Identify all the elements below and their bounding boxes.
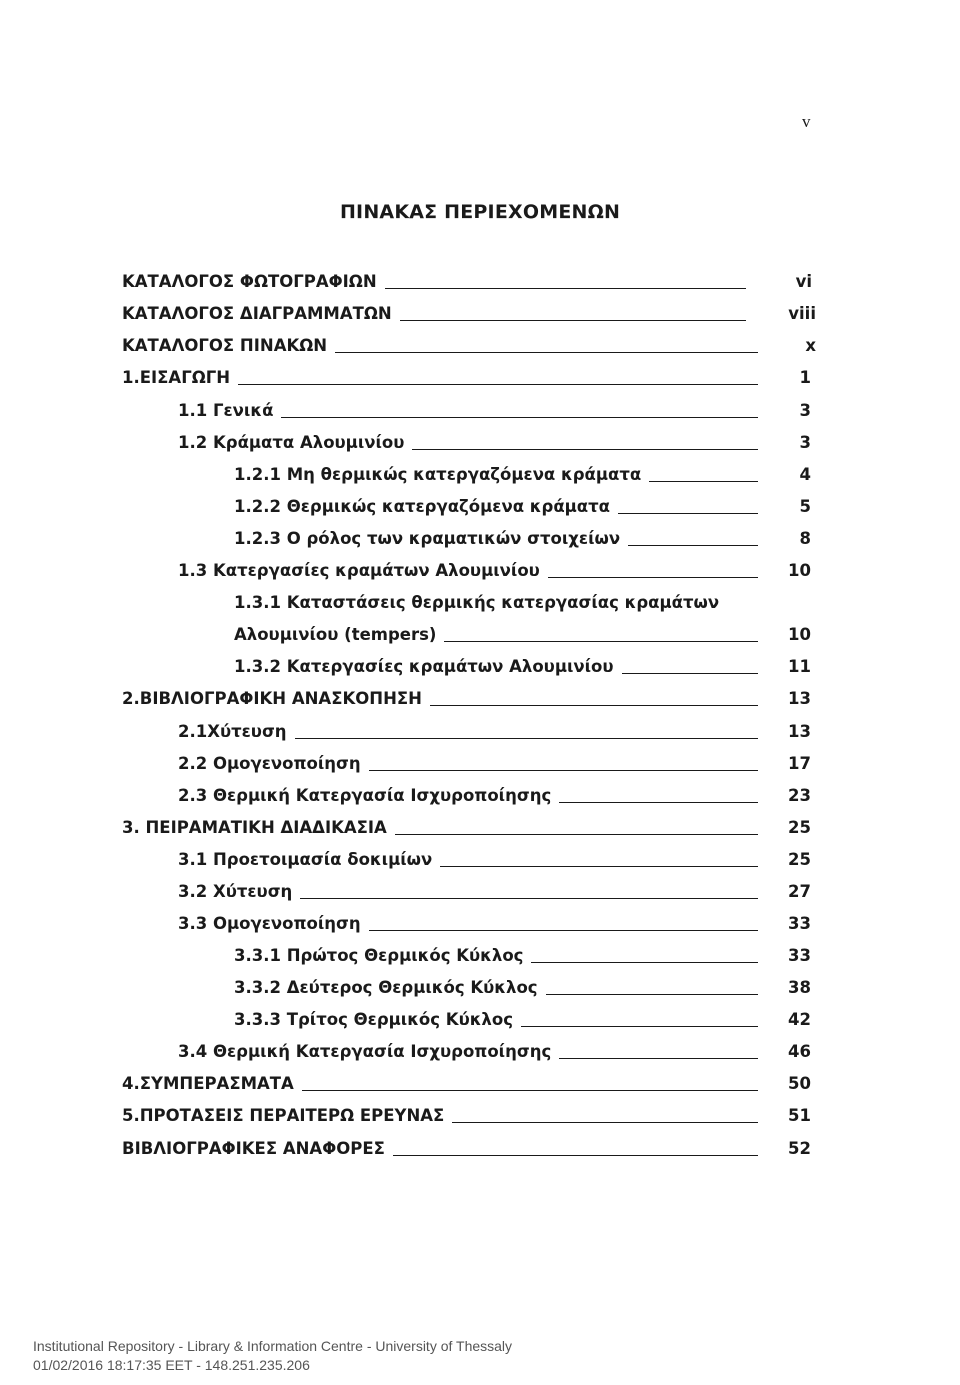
toc-entry[interactable] [178,397,768,421]
dot-leader [452,1122,758,1123]
toc-entry[interactable] [234,589,768,613]
dot-leader [395,834,758,835]
toc-entry[interactable] [178,429,768,453]
toc-entry[interactable] [178,557,768,581]
dot-leader [369,770,758,771]
toc-page-number: 3 [799,433,811,452]
toc-entry-label: 2.ΒΙΒΛΙΟΓΡΑΦΙΚΗ ΑΝΑΣΚΟΠΗΣΗ [122,689,422,708]
toc-page-number: 51 [788,1106,811,1125]
toc-entry[interactable] [122,1135,768,1159]
footer-repository-line: Institutional Repository - Library & Information Centre - University of Thessaly [33,1338,513,1354]
dot-leader [400,320,746,321]
toc-entry-label: 1.1 Γενικά [178,401,274,420]
toc-page-number: 11 [788,657,811,676]
toc-page-number: 13 [788,689,811,708]
toc-entry-label: 1.2.3 Ο ρόλος των κραματικών στοιχείων [234,529,621,548]
toc-entry[interactable] [178,846,768,870]
dot-leader [393,1155,758,1156]
toc-entry[interactable] [122,1070,768,1094]
dot-leader [300,898,758,899]
toc-entry[interactable] [234,525,768,549]
toc-entry-label: 1.3.2 Κατεργασίες κραμάτων Αλουμινίου [234,657,614,676]
toc-entry-label: 3.1 Προετοιμασία δοκιμίων [178,850,433,869]
dot-leader [238,384,758,385]
toc-entry-label: 3.3.1 Πρώτος Θερμικός Κύκλος [234,946,524,965]
toc-entry-label: 1.ΕΙΣΑΓΩΓΗ [122,368,231,387]
toc-page-number: 10 [788,561,811,580]
toc-entry[interactable] [178,878,768,902]
toc-entry-label: 3.3.2 Δεύτερος Θερμικός Κύκλος [234,978,538,997]
toc-page-number: x [805,336,816,355]
toc-page-number: viii [788,304,816,323]
toc-entry-label: 3.2 Χύτευση [178,882,293,901]
toc-page-number: 23 [788,786,811,805]
toc-page-number: 3 [799,401,811,420]
toc-entry[interactable] [178,782,768,806]
dot-leader [622,673,758,674]
toc-page-number: 5 [799,497,811,516]
toc-entry-label: 1.3 Κατεργασίες κραμάτων Αλουμινίου [178,561,540,580]
dot-leader [385,288,746,289]
toc-page-number: vi [795,272,812,291]
toc-entry-label: ΚΑΤΑΛΟΓΟΣ ΦΩΤΟΓΡΑΦΙΩΝ [122,272,377,291]
toc-entry[interactable] [122,685,768,709]
toc-entry[interactable] [234,461,768,485]
toc-entry-label: ΚΑΤΑΛΟΓΟΣ ΔΙΑΓΡΑΜΜΑΤΩΝ [122,304,392,323]
toc-entry[interactable] [122,814,768,838]
dot-leader [430,705,758,706]
dot-leader [335,352,758,353]
toc-page-number: 52 [788,1139,811,1158]
toc-entry[interactable] [122,268,756,292]
dot-leader [531,962,758,963]
toc-page-number: 25 [788,850,811,869]
page-title: ΠΙΝΑΚΑΣ ΠΕΡΙΕΧΟΜΕΝΩΝ [339,201,621,223]
page-number: v [802,112,811,131]
toc-entry[interactable] [234,974,768,998]
toc-entry-label: 1.2.2 Θερμικώς κατεργαζόμενα κράματα [234,497,611,516]
toc-page-number: 38 [788,978,811,997]
toc-page-number: 17 [788,754,811,773]
toc-entry-label: ΒΙΒΛΙΟΓΡΑΦΙΚΕΣ ΑΝΑΦΟΡΕΣ [122,1139,385,1158]
dot-leader [548,577,758,578]
toc-entry[interactable] [122,364,768,388]
toc-entry-label: 3. ΠΕΙΡΑΜΑΤΙΚΗ ΔΙΑΔΙΚΑΣΙΑ [122,818,387,837]
toc-page-number: 1 [799,368,811,387]
dot-leader [546,994,758,995]
toc-page-number: 27 [788,882,811,901]
dot-leader [559,802,758,803]
toc-entry[interactable] [234,1006,768,1030]
toc-page-number: 8 [799,529,811,548]
dot-leader [649,481,758,482]
toc-entry-label: 5.ΠΡΟΤΑΣΕΙΣ ΠΕΡΑΙΤΕΡΩ ΕΡΕΥΝΑΣ [122,1106,445,1125]
toc-entry[interactable] [122,1102,768,1126]
toc-entry[interactable] [178,910,768,934]
toc-page-number: 50 [788,1074,811,1093]
toc-entry[interactable] [178,718,768,742]
dot-leader [302,1090,758,1091]
toc-entry[interactable] [122,300,756,324]
toc-entry[interactable] [234,653,768,677]
toc-page-number: 10 [788,625,811,644]
dot-leader [628,545,758,546]
toc-page-number: 33 [788,914,811,933]
toc-entry-label: 4.ΣΥΜΠΕΡΑΣΜΑΤΑ [122,1074,294,1093]
toc-entry-label: 2.2 Ομογενοποίηση [178,754,361,773]
toc-page-number: 42 [788,1010,811,1029]
toc-entry[interactable] [178,1038,768,1062]
dot-leader [412,449,758,450]
toc-entry-label: 3.3.3 Τρίτος Θερμικός Κύκλος [234,1010,513,1029]
toc-entry[interactable] [122,332,768,356]
toc-entry-label: Αλουμινίου (tempers) [234,625,437,644]
toc-entry-label: 1.3.1 Καταστάσεις θερμικής κατεργασίας κραμάτων [234,593,720,612]
toc-page-number: 4 [799,465,811,484]
toc-page-number: 13 [788,722,811,741]
dot-leader [444,641,758,642]
dot-leader [281,417,758,418]
dot-leader [618,513,758,514]
toc-entry-label: 2.3 Θερμική Κατεργασία Ισχυροποίησης [178,786,552,805]
toc-entry-label: 3.4 Θερμική Κατεργασία Ισχυροποίησης [178,1042,552,1061]
toc-entry-label: 2.1Χύτευση [178,722,287,741]
toc-entry-label: 1.2 Κράματα Αλουμινίου [178,433,405,452]
toc-entry-label: ΚΑΤΑΛΟΓΟΣ ΠΙΝΑΚΩΝ [122,336,328,355]
toc-entry[interactable] [234,942,768,966]
dot-leader [440,866,758,867]
toc-entry-label: 1.2.1 Μη θερμικώς κατεργαζόμενα κράματα [234,465,642,484]
dot-leader [369,930,758,931]
dot-leader [295,738,758,739]
dot-leader [559,1058,758,1059]
toc-entry[interactable] [234,493,768,517]
toc-page-number: 25 [788,818,811,837]
toc-page-number: 46 [788,1042,811,1061]
toc-entry-label: 3.3 Ομογενοποίηση [178,914,361,933]
toc-page-number: 33 [788,946,811,965]
toc-entry[interactable] [178,750,768,774]
toc-entry[interactable] [234,621,768,645]
dot-leader [521,1026,758,1027]
footer-timestamp-line: 01/02/2016 18:17:35 EET - 148.251.235.206 [33,1357,310,1373]
